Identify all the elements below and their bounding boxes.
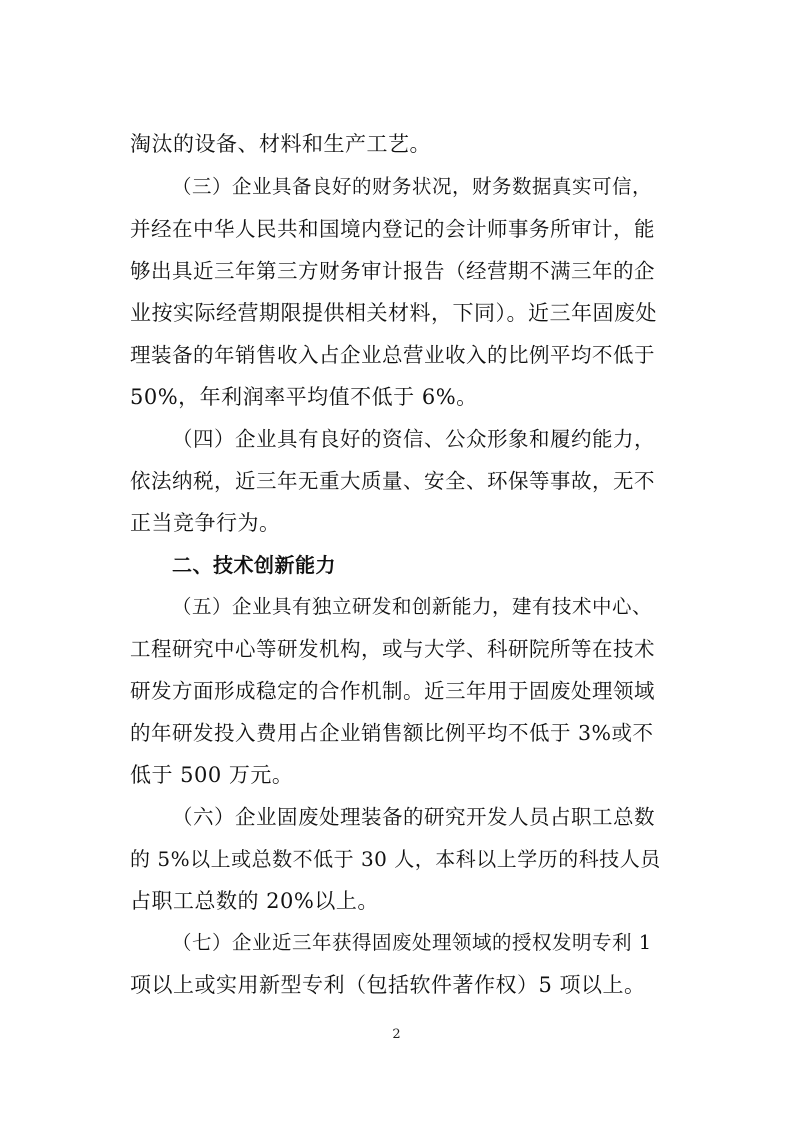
text-line: 项以上或实用新型专利（包括软件著作权）5 项以上。 [130, 973, 646, 997]
text-line: （三）企业具备良好的财务状况，财务数据真实可信， [172, 175, 653, 198]
text-line: （四）企业具有良好的资信、公众形象和履约能力， [172, 427, 655, 451]
text-line: （五）企业具有独立研发和创新能力，建有技术中心、 [172, 595, 653, 618]
text-line: （六）企业固废处理装备的研究开发人员占职工总数 [172, 805, 655, 829]
text-line: 够出具近三年第三方财务审计报告（经营期不满三年的企 [130, 259, 655, 283]
section-heading: 二、技术创新能力 [172, 553, 336, 577]
text-line: 工程研究中心等研发机构，或与大学、科研院所等在技术 [130, 637, 655, 661]
text-line: 低于 500 万元。 [130, 763, 294, 787]
text-line: 并经在中华人民共和国境内登记的会计师事务所审计，能 [130, 217, 655, 241]
text-line: 50%，年利润率平均值不低于 6%。 [130, 385, 478, 409]
text-line: 业按实际经营期限提供相关材料，下同）。近三年固废处 [130, 301, 657, 325]
text-line: 淘汰的设备、材料和生产工艺。 [130, 132, 431, 156]
text-line: 理装备的年销售收入占企业总营业收入的比例平均不低于 [130, 343, 655, 367]
text-line: 研发方面形成稳定的合作机制。近三年用于固废处理领域 [130, 679, 655, 703]
text-line: 的 5%以上或总数不低于 30 人，本科以上学历的科技人员 [130, 847, 661, 871]
text-line: 的年研发投入费用占企业销售额比例平均不低于 3%或不 [130, 721, 654, 745]
page-number: 2 [392, 1027, 401, 1042]
text-line: 占职工总数的 20%以上。 [130, 889, 379, 913]
text-line: 依法纳税，近三年无重大质量、安全、环保等事故，无不 [130, 469, 655, 493]
text-line: 正当竞争行为。 [130, 511, 281, 535]
text-line: （七）企业近三年获得固废处理领域的授权发明专利 1 [172, 931, 652, 954]
